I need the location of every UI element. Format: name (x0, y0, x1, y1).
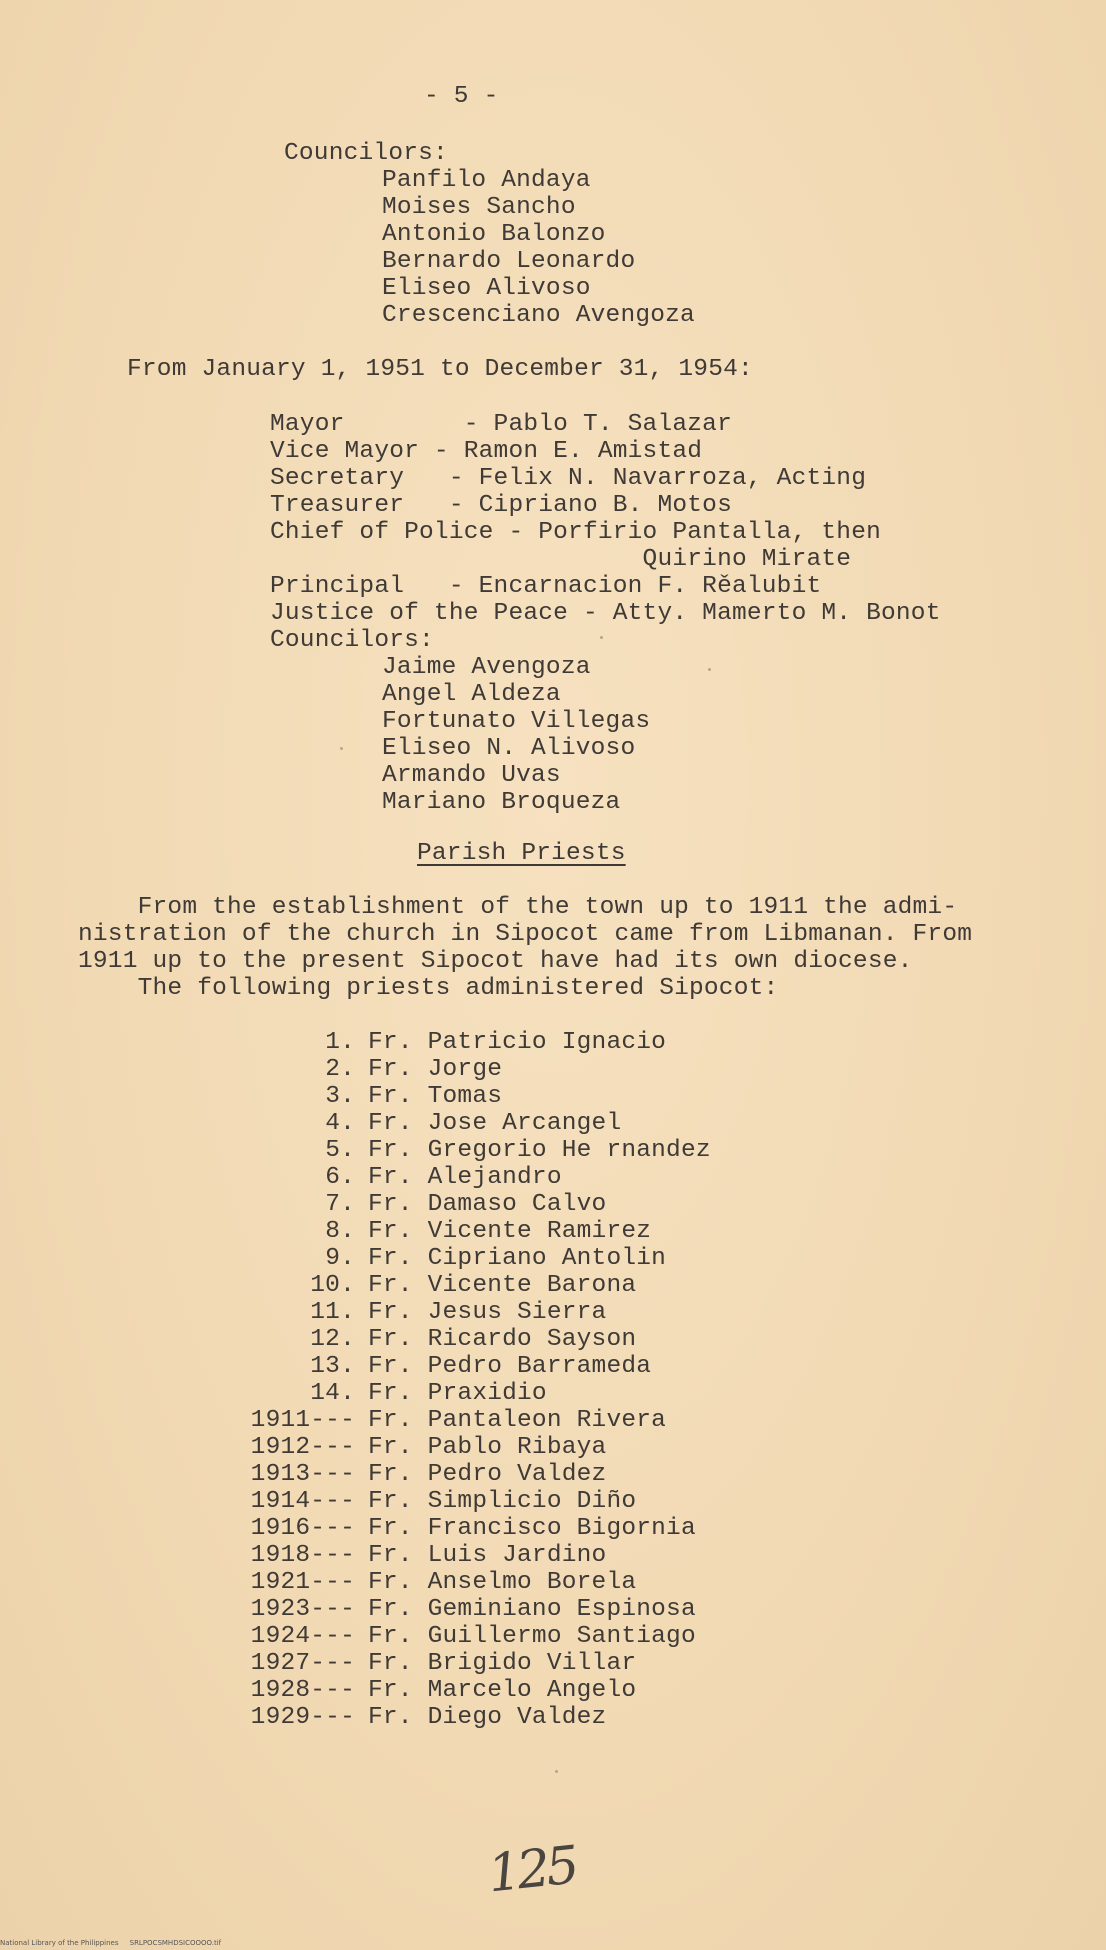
ink-speck (708, 668, 711, 671)
priest-name: Fr. Gregorio He rnandez (368, 1137, 711, 1164)
priest-number: 1924--- (250, 1623, 355, 1650)
priest-name: Fr. Cipriano Antolin (368, 1245, 667, 1272)
official-line: Chief of Police - Porfirio Pantalla, then (270, 519, 881, 546)
councilor-name: Eliseo N. Alivoso (382, 735, 636, 762)
priest-name: Fr. Anselmo Borela (368, 1569, 637, 1596)
priest-number: 1928--- (250, 1677, 355, 1704)
priest-name: Fr. Guillermo Santiago (368, 1623, 696, 1650)
priest-name: Fr. Praxidio (368, 1380, 547, 1407)
priest-name: Fr. Pedro Barrameda (368, 1353, 652, 1380)
councilor-name: Angel Aldeza (382, 681, 561, 708)
ink-speck (555, 1770, 558, 1773)
councilor-name: Eliseo Alivoso (382, 275, 591, 302)
priest-name: Fr. Luis Jardino (368, 1542, 607, 1569)
priest-name: Fr. Jose Arcangel (368, 1110, 622, 1137)
term-heading: From January 1, 1951 to December 31, 1954: (127, 356, 753, 383)
priest-number: 14. (310, 1380, 355, 1407)
priest-name: Fr. Geminiano Espinosa (368, 1596, 696, 1623)
official-line: Mayor - Pablo T. Salazar (270, 411, 732, 438)
priest-name: Fr. Pantaleon Rivera (368, 1407, 667, 1434)
priest-number: 1911--- (250, 1407, 355, 1434)
paragraph-line: nistration of the church in Sipocot came from Libmanan. From (78, 921, 973, 948)
page-number: - 5 - (424, 83, 499, 110)
councilors-label: Councilors: (284, 140, 448, 167)
priest-name: Fr. Ricardo Sayson (368, 1326, 637, 1353)
priest-number: 1912--- (250, 1434, 355, 1461)
priest-number: 10. (310, 1272, 355, 1299)
councilor-name: Fortunato Villegas (382, 708, 651, 735)
priest-number: 8. (325, 1218, 355, 1245)
official-line: Justice of the Peace - Atty. Mamerto M. Bonot (270, 600, 941, 627)
footer-caption: National Library of the Philippines SRLPOCSMHDSICOOOO.tif (0, 1939, 222, 1947)
priest-number: 1913--- (250, 1461, 355, 1488)
priest-name: Fr. Jesus Sierra (368, 1299, 607, 1326)
priest-name: Fr. Patricio Ignacio (368, 1029, 667, 1056)
councilor-name: Crescenciano Avengoza (382, 302, 695, 329)
official-line: Treasurer - Cipriano B. Motos (270, 492, 732, 519)
priest-number: 1. (325, 1029, 355, 1056)
ink-speck (340, 747, 343, 750)
councilor-name: Panfilo Andaya (382, 167, 591, 194)
priest-number: 12. (310, 1326, 355, 1353)
councilor-name: Antonio Balonzo (382, 221, 606, 248)
priest-name: Fr. Jorge (368, 1056, 503, 1083)
councilor-name: Mariano Broqueza (382, 789, 621, 816)
priest-name: Fr. Brigido Villar (368, 1650, 637, 1677)
priest-number: 13. (310, 1353, 355, 1380)
priest-name: Fr. Pedro Valdez (368, 1461, 607, 1488)
official-line: Vice Mayor - Ramon E. Amistad (270, 438, 703, 465)
priest-name: Fr. Alejandro (368, 1164, 562, 1191)
paragraph-line: 1911 up to the present Sipocot have had its own diocese. (78, 948, 913, 975)
priest-number: 11. (310, 1299, 355, 1326)
ink-speck (600, 636, 603, 639)
priest-number: 1929--- (250, 1704, 355, 1731)
priest-name: Fr. Simplicio Diño (368, 1488, 637, 1515)
priest-number: 1921--- (250, 1569, 355, 1596)
priest-number: 3. (325, 1083, 355, 1110)
priest-number: 5. (325, 1137, 355, 1164)
priest-number: 6. (325, 1164, 355, 1191)
councilors-label: Councilors: (270, 627, 434, 654)
priest-name: Fr. Francisco Bigornia (368, 1515, 696, 1542)
councilor-name: Bernardo Leonardo (382, 248, 636, 275)
priest-number: 1916--- (250, 1515, 355, 1542)
section-title: Parish Priests (417, 840, 626, 867)
priest-name: Fr. Vicente Barona (368, 1272, 637, 1299)
councilor-name: Jaime Avengoza (382, 654, 591, 681)
priest-name: Fr. Diego Valdez (368, 1704, 607, 1731)
priest-name: Fr. Pablo Ribaya (368, 1434, 607, 1461)
councilor-name: Armando Uvas (382, 762, 561, 789)
priest-number: 1927--- (250, 1650, 355, 1677)
councilor-name: Moises Sancho (382, 194, 576, 221)
official-line: Secretary - Felix N. Navarroza, Acting (270, 465, 867, 492)
priest-name: Fr. Damaso Calvo (368, 1191, 607, 1218)
official-line: Principal - Encarnacion F. Rěalubit (270, 573, 822, 600)
priest-number: 1923--- (250, 1596, 355, 1623)
priest-number: 1914--- (250, 1488, 355, 1515)
priest-name: Fr. Vicente Ramirez (368, 1218, 652, 1245)
paragraph-line: The following priests administered Sipocot: (78, 975, 779, 1002)
handwritten-page-number: 125 (485, 1835, 579, 1905)
priest-name: Fr. Marcelo Angelo (368, 1677, 637, 1704)
priest-name: Fr. Tomas (368, 1083, 503, 1110)
official-line: Quirino Mirate (270, 546, 852, 573)
priest-number: 9. (325, 1245, 355, 1272)
priest-number: 1918--- (250, 1542, 355, 1569)
priest-number: 7. (325, 1191, 355, 1218)
priest-number: 4. (325, 1110, 355, 1137)
paragraph-line: From the establishment of the town up to 1911 the admi- (78, 894, 958, 921)
priest-number: 2. (325, 1056, 355, 1083)
